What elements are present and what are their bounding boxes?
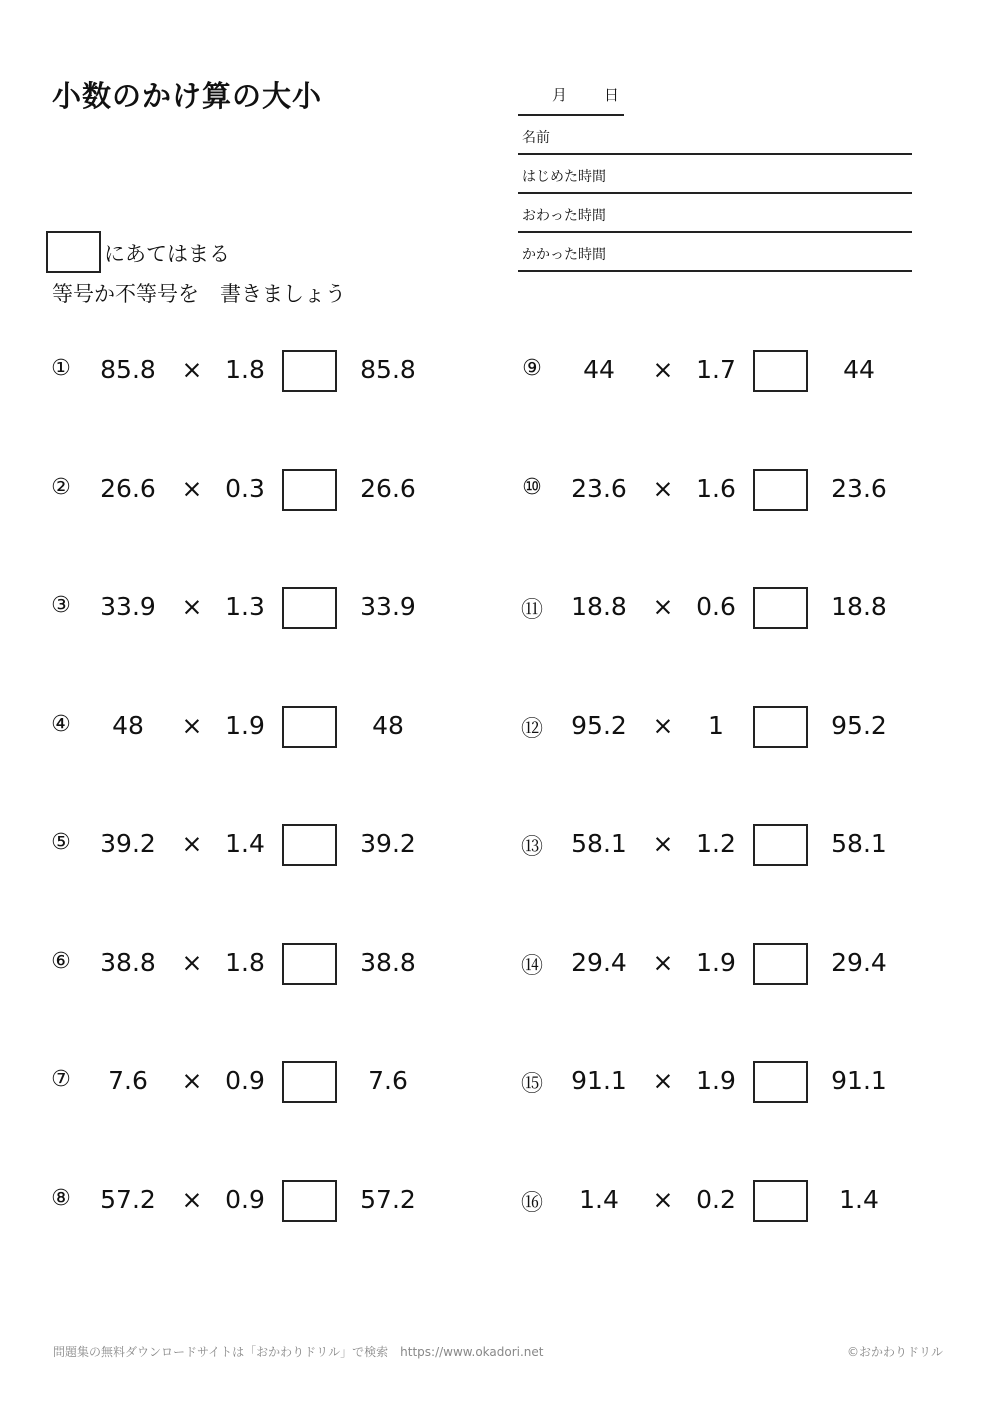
problem-number: ⑪ bbox=[520, 598, 543, 623]
answer-box[interactable] bbox=[282, 824, 337, 866]
problem-number: ⑫ bbox=[520, 717, 543, 742]
end-time-label: おわった時間 bbox=[522, 208, 606, 224]
compare-value: 44 bbox=[843, 355, 875, 384]
multiply-sign: × bbox=[181, 355, 203, 384]
problem-number: ⑨ bbox=[522, 356, 542, 381]
answer-box[interactable] bbox=[753, 824, 808, 866]
compare-value: 29.4 bbox=[831, 948, 887, 977]
multiplier: 1.7 bbox=[696, 355, 736, 384]
multiply-sign: × bbox=[652, 355, 674, 384]
multiplicand: 1.4 bbox=[579, 1185, 619, 1214]
multiply-sign: × bbox=[181, 592, 203, 621]
footer-site-text: 問題集の無料ダウンロードサイトは「おかわりドリル」で検索 https://www.okadori.net bbox=[53, 1345, 544, 1359]
problem-number: ① bbox=[51, 356, 71, 381]
multiplier: 0.2 bbox=[696, 1185, 736, 1214]
problem-row bbox=[519, 824, 949, 866]
multiplicand: 18.8 bbox=[571, 592, 627, 621]
answer-box[interactable] bbox=[753, 943, 808, 985]
instruction-example-box bbox=[46, 231, 101, 273]
problem-row bbox=[519, 350, 949, 392]
answer-box[interactable] bbox=[282, 706, 337, 748]
multiply-sign: × bbox=[652, 1185, 674, 1214]
multiplier: 1.2 bbox=[696, 829, 736, 858]
multiply-sign: × bbox=[181, 474, 203, 503]
answer-box[interactable] bbox=[282, 587, 337, 629]
multiply-sign: × bbox=[652, 948, 674, 977]
problem-row bbox=[48, 1061, 478, 1103]
problem-row bbox=[519, 1061, 949, 1103]
problem-number: ② bbox=[51, 475, 71, 500]
problem-row bbox=[48, 350, 478, 392]
multiply-sign: × bbox=[652, 829, 674, 858]
footer-copyright: ©おかわりドリル bbox=[847, 1345, 944, 1359]
multiplicand: 26.6 bbox=[100, 474, 156, 503]
multiplier: 0.9 bbox=[225, 1185, 265, 1214]
multiplicand: 95.2 bbox=[571, 711, 627, 740]
problem-number: ⑭ bbox=[520, 954, 543, 979]
day-label: 日 bbox=[604, 86, 620, 104]
problem-row bbox=[519, 706, 949, 748]
multiplier: 1.9 bbox=[696, 1066, 736, 1095]
answer-box[interactable] bbox=[753, 1180, 808, 1222]
multiplier: 0.3 bbox=[225, 474, 265, 503]
multiply-sign: × bbox=[652, 474, 674, 503]
multiplicand: 39.2 bbox=[100, 829, 156, 858]
multiplicand: 33.9 bbox=[100, 592, 156, 621]
answer-box[interactable] bbox=[753, 469, 808, 511]
elapsed-time-field[interactable] bbox=[518, 233, 912, 272]
problem-number: ⑥ bbox=[51, 949, 71, 974]
problem-row bbox=[519, 469, 949, 511]
multiplier: 1.3 bbox=[225, 592, 265, 621]
problem-number: ⑤ bbox=[51, 830, 71, 855]
multiplier: 1 bbox=[708, 711, 724, 740]
problem-number: ④ bbox=[51, 712, 71, 737]
multiply-sign: × bbox=[181, 1185, 203, 1214]
multiplicand: 23.6 bbox=[571, 474, 627, 503]
answer-box[interactable] bbox=[282, 1180, 337, 1222]
multiplicand: 44 bbox=[583, 355, 615, 384]
multiplier: 0.9 bbox=[225, 1066, 265, 1095]
name-label: 名前 bbox=[522, 130, 550, 146]
problem-number: ⑦ bbox=[51, 1067, 71, 1092]
answer-box[interactable] bbox=[753, 587, 808, 629]
problem-number: ⑯ bbox=[520, 1191, 543, 1216]
compare-value: 85.8 bbox=[360, 355, 416, 384]
compare-value: 7.6 bbox=[368, 1066, 408, 1095]
answer-box[interactable] bbox=[753, 350, 808, 392]
elapsed-time-label: かかった時間 bbox=[522, 247, 606, 263]
answer-box[interactable] bbox=[282, 469, 337, 511]
multiplier: 1.9 bbox=[696, 948, 736, 977]
multiplier: 1.4 bbox=[225, 829, 265, 858]
name-field[interactable] bbox=[518, 116, 912, 155]
compare-value: 57.2 bbox=[360, 1185, 416, 1214]
problem-number: ⑩ bbox=[522, 475, 542, 500]
problem-row bbox=[48, 1180, 478, 1222]
date-field[interactable] bbox=[518, 82, 624, 116]
problem-number: ⑬ bbox=[520, 835, 543, 860]
problem-row bbox=[48, 587, 478, 629]
multiplicand: 85.8 bbox=[100, 355, 156, 384]
multiplicand: 29.4 bbox=[571, 948, 627, 977]
compare-value: 48 bbox=[372, 711, 404, 740]
problem-number: ⑧ bbox=[51, 1186, 71, 1211]
multiply-sign: × bbox=[652, 711, 674, 740]
compare-value: 58.1 bbox=[831, 829, 887, 858]
compare-value: 39.2 bbox=[360, 829, 416, 858]
multiplier: 1.8 bbox=[225, 948, 265, 977]
problem-row bbox=[48, 706, 478, 748]
compare-value: 18.8 bbox=[831, 592, 887, 621]
problem-number: ⑮ bbox=[520, 1072, 543, 1097]
month-label: 月 bbox=[552, 86, 568, 104]
compare-value: 23.6 bbox=[831, 474, 887, 503]
multiplicand: 48 bbox=[112, 711, 144, 740]
compare-value: 38.8 bbox=[360, 948, 416, 977]
answer-box[interactable] bbox=[753, 706, 808, 748]
answer-box[interactable] bbox=[282, 350, 337, 392]
multiply-sign: × bbox=[652, 592, 674, 621]
problem-row bbox=[519, 1180, 949, 1222]
problem-row bbox=[48, 824, 478, 866]
multiplicand: 91.1 bbox=[571, 1066, 627, 1095]
multiply-sign: × bbox=[652, 1066, 674, 1095]
problem-number: ③ bbox=[51, 593, 71, 618]
instruction-line-2: 等号か不等号を 書きましょう bbox=[52, 282, 346, 306]
multiply-sign: × bbox=[181, 829, 203, 858]
compare-value: 91.1 bbox=[831, 1066, 887, 1095]
end-time-field[interactable] bbox=[518, 194, 912, 233]
compare-value: 95.2 bbox=[831, 711, 887, 740]
answer-box[interactable] bbox=[282, 1061, 337, 1103]
worksheet-title: 小数のかけ算の大小 bbox=[52, 79, 323, 113]
multiply-sign: × bbox=[181, 1066, 203, 1095]
answer-box[interactable] bbox=[753, 1061, 808, 1103]
multiply-sign: × bbox=[181, 711, 203, 740]
multiplier: 0.6 bbox=[696, 592, 736, 621]
multiply-sign: × bbox=[181, 948, 203, 977]
multiplicand: 58.1 bbox=[571, 829, 627, 858]
multiplicand: 7.6 bbox=[108, 1066, 148, 1095]
problem-row bbox=[519, 943, 949, 985]
compare-value: 26.6 bbox=[360, 474, 416, 503]
compare-value: 1.4 bbox=[839, 1185, 879, 1214]
multiplier: 1.9 bbox=[225, 711, 265, 740]
problem-row bbox=[519, 587, 949, 629]
multiplicand: 38.8 bbox=[100, 948, 156, 977]
problem-row bbox=[48, 943, 478, 985]
instruction-line-1: にあてはまる bbox=[104, 242, 230, 266]
answer-box[interactable] bbox=[282, 943, 337, 985]
start-time-field[interactable] bbox=[518, 155, 912, 194]
multiplier: 1.8 bbox=[225, 355, 265, 384]
multiplier: 1.6 bbox=[696, 474, 736, 503]
start-time-label: はじめた時間 bbox=[522, 169, 606, 185]
multiplicand: 57.2 bbox=[100, 1185, 156, 1214]
compare-value: 33.9 bbox=[360, 592, 416, 621]
problem-row bbox=[48, 469, 478, 511]
